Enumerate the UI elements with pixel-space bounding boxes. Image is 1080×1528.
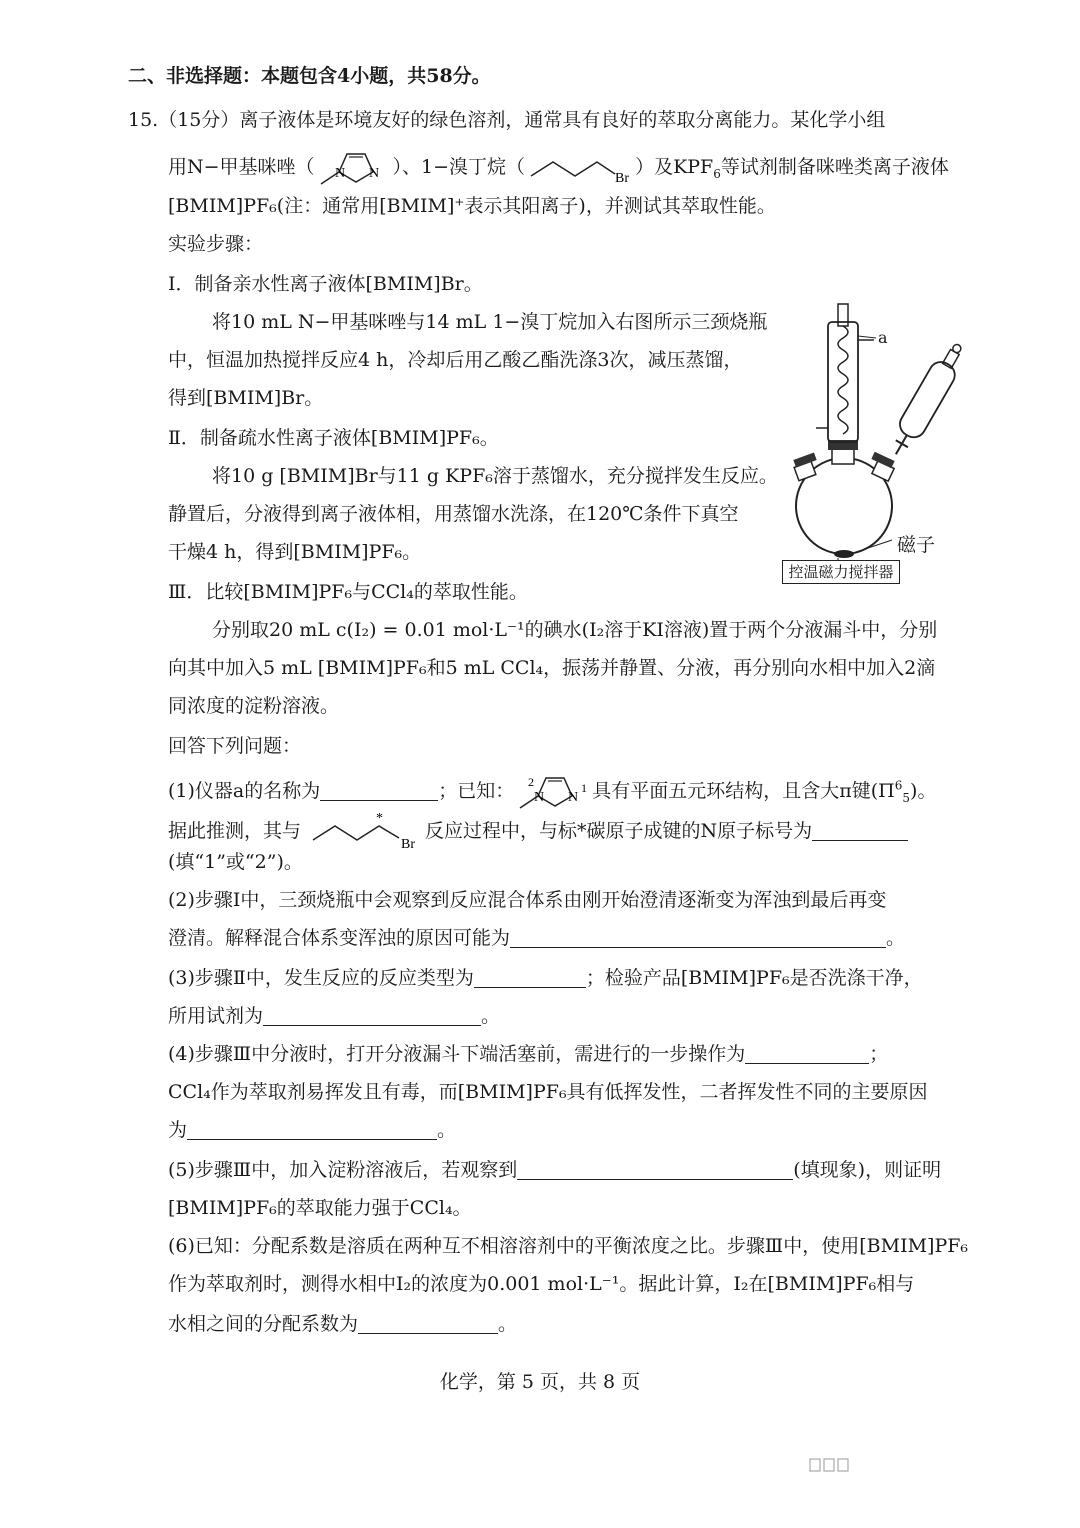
answer-blank[interactable] — [812, 820, 908, 841]
three-neck-flask-apparatus — [776, 300, 976, 590]
methylimidazole-structure-icon — [315, 146, 393, 190]
q1-line-1: (1)仪器a的名称为 ；已知： N N 2 1 具有平面五元环结构，且含大π键$(\Pi^6_5)$。 — [168, 770, 936, 814]
q2-line-2: 澄清。解释混合体系变浑浊的原因可能为 。 — [168, 927, 906, 949]
q3-line-2: 所用试剂为 。 — [168, 1005, 501, 1027]
answer-blank[interactable] — [187, 1119, 437, 1140]
svg-text:N: N — [368, 166, 379, 181]
svg-text:Br: Br — [401, 837, 416, 852]
step1-text-3: 得到[BMIM]Br。 — [168, 387, 324, 409]
q2-line-1: (2)步骤Ⅰ中，三颈烧瓶中会观察到反应混合体系由刚开始澄清逐渐变为浑浊到最后再变 — [168, 889, 887, 911]
step2-text-1: 将10 g [BMIM]Br与11 g KPF₆溶于蒸馏水，充分搅拌发生反应。 — [212, 465, 778, 487]
step3-text-2: 向其中加入5 mL [BMIM]PF₆和5 mL CCl₄，振荡并静置、分液，再分别向水相中加入2滴 — [168, 657, 936, 679]
q1-line-2: 据此推测，其与 * Br 反应过程中，与标*碳原子成键的N原子标号为 — [168, 810, 908, 854]
step1-title: Ⅰ．制备亲水性离子液体[BMIM]Br。 — [168, 273, 483, 295]
answer-blank[interactable] — [517, 1159, 793, 1180]
answer-blank[interactable] — [358, 1313, 498, 1334]
q15-intro-line-3: [BMIM]PF₆(注：通常用[BMIM]⁺表示其阳离子)，并测试其萃取性能。 — [168, 195, 776, 217]
step3-title: Ⅲ．比较[BMIM]PF₆与CCl₄的萃取性能。 — [168, 581, 528, 603]
answer-title: 回答下列问题： — [168, 735, 302, 757]
watermark-icon — [808, 1455, 868, 1475]
svg-text:Br: Br — [615, 171, 630, 186]
answer-blank[interactable] — [745, 1043, 869, 1064]
stirrer-label: 控温磁力搅拌器 — [782, 560, 900, 584]
steps-title: 实验步骤： — [168, 233, 264, 255]
svg-text:N: N — [334, 166, 345, 181]
step1-text-1: 将10 mL N−甲基咪唑与14 mL 1−溴丁烷加入右图所示三颈烧瓶 — [212, 311, 768, 333]
step3-text-1: 分别取20 mL c(I₂) = 0.01 mol·L⁻¹的碘水(I₂溶于KI溶液)置于两个分液漏斗中，分别 — [212, 619, 938, 641]
q1-line-3: (填“1”或“2”)。 — [168, 851, 303, 873]
q5-line-2: [BMIM]PF₆的萃取能力强于CCl₄。 — [168, 1197, 472, 1219]
q6-line-3: 水相之间的分配系数为 。 — [168, 1313, 518, 1335]
label-magnet: 磁子 — [897, 534, 936, 556]
q6-line-2: 作为萃取剂时，测得水相中I₂的浓度为0.001 mol·L⁻¹。据此计算，I₂在[BMIM]PF₆相与 — [168, 1273, 915, 1295]
section-heading: 二、非选择题：本题包含4小题，共58分。 — [128, 65, 491, 87]
q4-line-3: 为 。 — [168, 1119, 457, 1141]
q4-line-2: CCl₄作为萃取剂易挥发且有毒，而[BMIM]PF₆具有低挥发性，二者挥发性不同的主要原因 — [168, 1081, 928, 1103]
step1-text-2: 中，恒温加热搅拌反应4 h，冷却后用乙酸乙酯洗涤3次，减压蒸馏， — [168, 349, 743, 371]
bromobutane-starred-structure-icon — [301, 810, 425, 854]
q3-line-1: (3)步骤Ⅱ中，发生反应的反应类型为 ；检验产品[BMIM]PF₆是否洗涤干净， — [168, 967, 923, 989]
bromobutane-structure-icon — [525, 148, 635, 188]
step3-text-3: 同浓度的淀粉溶液。 — [168, 695, 340, 717]
q5-line-1: (5)步骤Ⅲ中，加入淀粉溶液后，若观察到 (填现象)，则证明 — [168, 1159, 942, 1181]
step2-title: Ⅱ．制备疏水性离子液体[BMIM]PF₆。 — [168, 427, 499, 449]
step2-text-2: 静置后，分液得到离子液体相，用蒸馏水洗涤，在120℃条件下真空 — [168, 503, 739, 525]
label-a: a — [878, 328, 888, 347]
answer-blank[interactable] — [510, 927, 886, 948]
svg-text:N: N — [534, 790, 545, 805]
q15-intro-line-2: 用N−甲基咪唑（ N N ）、1−溴丁烷（ Br ）及$KPF_6$等试剂制备咪唑类离子液体 — [168, 146, 949, 190]
step2-text-3: 干燥4 h，得到[BMIM]PF₆。 — [168, 541, 422, 563]
svg-text:*: * — [376, 811, 384, 826]
q6-line-1: (6)已知：分配系数是溶质在两种互不相溶溶剂中的平衡浓度之比。步骤Ⅲ中，使用[BMIM]PF₆ — [168, 1235, 969, 1257]
answer-blank[interactable] — [263, 1005, 481, 1026]
q4-line-1: (4)步骤Ⅲ中分液时，打开分液漏斗下端活塞前，需进行的一步操作为 ； — [168, 1043, 889, 1065]
page-footer: 化学，第 5 页，共 8 页 — [439, 1371, 641, 1393]
answer-blank[interactable] — [320, 780, 438, 801]
svg-text:2: 2 — [528, 775, 535, 789]
svg-text:N: N — [568, 790, 579, 805]
q15-intro-line-1: 15.（15分）离子液体是环境友好的绿色溶剂，通常具有良好的萃取分离能力。某化学小组 — [128, 109, 886, 131]
imidazole-numbered-structure-icon — [514, 770, 592, 814]
svg-text:1: 1 — [581, 781, 588, 795]
answer-blank[interactable] — [474, 967, 586, 988]
